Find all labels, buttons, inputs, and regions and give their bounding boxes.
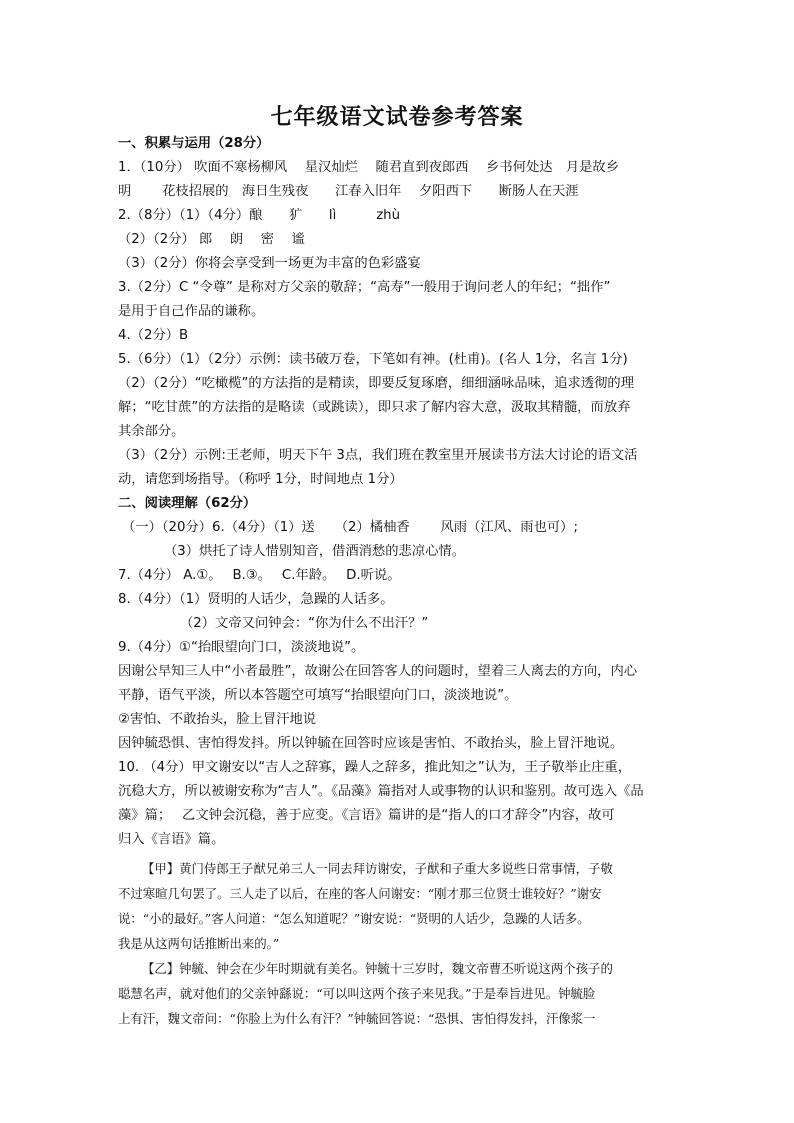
answer-line: 其余部分。: [118, 424, 185, 439]
passage-a-line: 我是从这两句话推断出来的。”: [118, 936, 280, 951]
passage-b-line: 聪慧名声，就对他们的父亲钟繇说：“可以叫这两个孩子来见我。”于是奉旨进见。钟毓脸: [118, 986, 596, 1001]
section-heading-1: 一、积累与运用（28分）: [118, 136, 270, 151]
answer-line: （3）烘托了诗人惜别知音，借酒消愁的悲凉心情。: [164, 544, 465, 559]
answer-line: 解；“吃甘蔗”的方法指的是略读（或跳读），即只求了解内容大意，汲取其精髓，而放弃: [118, 400, 631, 415]
passage-a-line: 不过寒暄几句罢了。三人走了以后，在座的客人问谢安：“刚才那三位贤士谁较好？”谢安: [118, 886, 602, 901]
answer-line: 因钟毓恐惧、害怕得发抖。所以钟毓在回答时应该是害怕、不敢抬头，脸上冒汗地说。: [118, 736, 624, 751]
section-heading-2: 二、阅读理解（62分）: [118, 496, 257, 511]
answer-line: ②害怕、不敢抬头，脸上冒汗地说: [118, 712, 317, 727]
answer-line: 平静，语气平淡，所以本答题空可填写“抬眼望向门口，淡淡地说”。: [118, 688, 518, 703]
answer-line: （一）（20分）6.（4分）（1）送 （2）橘柚香 风雨（江风、雨也可）;: [122, 520, 578, 535]
answer-line: （3）（2分）示例:王老师，明天下午 3点，我们班在教室里开展读书方法大讨论的语文活: [118, 448, 638, 463]
answer-line: 9.（4分）①“抬眼望向门口，淡淡地说”。: [118, 640, 365, 655]
answer-line: （2）（2分） 郎 朗 密 谧: [118, 232, 305, 247]
answer-line: 7.（4分） A.①。 B.③。 C.年龄。 D.听说。: [118, 568, 401, 583]
answer-line: 1．（10分） 吹面不寒杨柳风 星汉灿烂 随君直到夜郎西 乡书何处达 月是故乡: [118, 160, 620, 175]
answer-line: 归入《言语》篇。: [118, 832, 225, 847]
answer-line: 沉稳大方，所以被谢安称为“吉人”。《品藻》篇指对人或事物的认识和鉴别。故可选入《品: [118, 784, 644, 799]
page-title: 七年级语文试卷参考答案: [270, 104, 524, 130]
answer-line: （2）文帝又问钟会：“你为什么不出汗？”: [180, 616, 429, 631]
passage-a-line: 说：“小的最好。”客人问道：“怎么知道呢？”谢安说：“贤明的人话少，急躁的人话多。: [118, 911, 590, 926]
answer-line: （3）（2分）你将会享受到一场更为丰富的色彩盛宴: [118, 256, 421, 271]
answer-line: 3.（2分）C “令尊” 是称对方父亲的敬辞；“高寿”一般用于询问老人的年纪；“拙作”: [118, 280, 611, 295]
passage-b-line: 【乙】钟毓、钟会在少年时期就有美名。钟毓十三岁时，魏文帝曹丕听说这两个孩子的: [142, 961, 613, 976]
answer-line: 8.（4分）（1）贤明的人话少，急躁的人话多。: [118, 592, 394, 607]
answer-line: 4.（2分）B: [118, 328, 189, 343]
answer-line: 因谢公早知三人中“小者最胜”，故谢公在回答客人的问题时，望着三人离去的方向，内心: [118, 664, 638, 679]
answer-line: 是用于自己作品的谦称。: [118, 304, 265, 319]
passage-b-line: 上有汗，魏文帝问：“你脸上为什么有汗？”钟毓回答说：“恐惧、害怕得发抖，汗像浆一: [118, 1011, 596, 1026]
answer-line: 动，请您到场指导。（称呼 1分，时间地点 1分）: [118, 472, 403, 487]
answer-line: 10. （4分）甲文谢安以“吉人之辞寡，躁人之辞多，推此知之”认为，王子敬举止庄重，: [118, 760, 631, 775]
answer-line: 5.（6分）（1）（2分）示例：读书破万卷，下笔如有神。(杜甫)。(名人 1分，名言 1分): [118, 352, 628, 367]
answer-line: 藻》篇； 乙文钟会沉稳，善于应变。《言语》篇讲的是“指人的口才辞令”内容，故可: [118, 808, 615, 823]
answer-content: [118, 132, 690, 1031]
answer-line: 明 花枝招展的 海日生残夜 江春入旧年 夕阳西下 断肠人在天涯: [118, 184, 579, 199]
answer-line: （2）（2分）“吃橄榄”的方法指的是精读，即要反复琢磨，细细涵咏品味，追求透彻的理: [118, 376, 635, 391]
passage-a-line: 【甲】黄门侍郎王子猷兄弟三人一同去拜访谢安，子猷和子重大多说些日常事情，子敬: [142, 861, 613, 876]
answer-line: 2.（8分）（1）（4分）酿 犷 lì zhù: [118, 208, 401, 223]
